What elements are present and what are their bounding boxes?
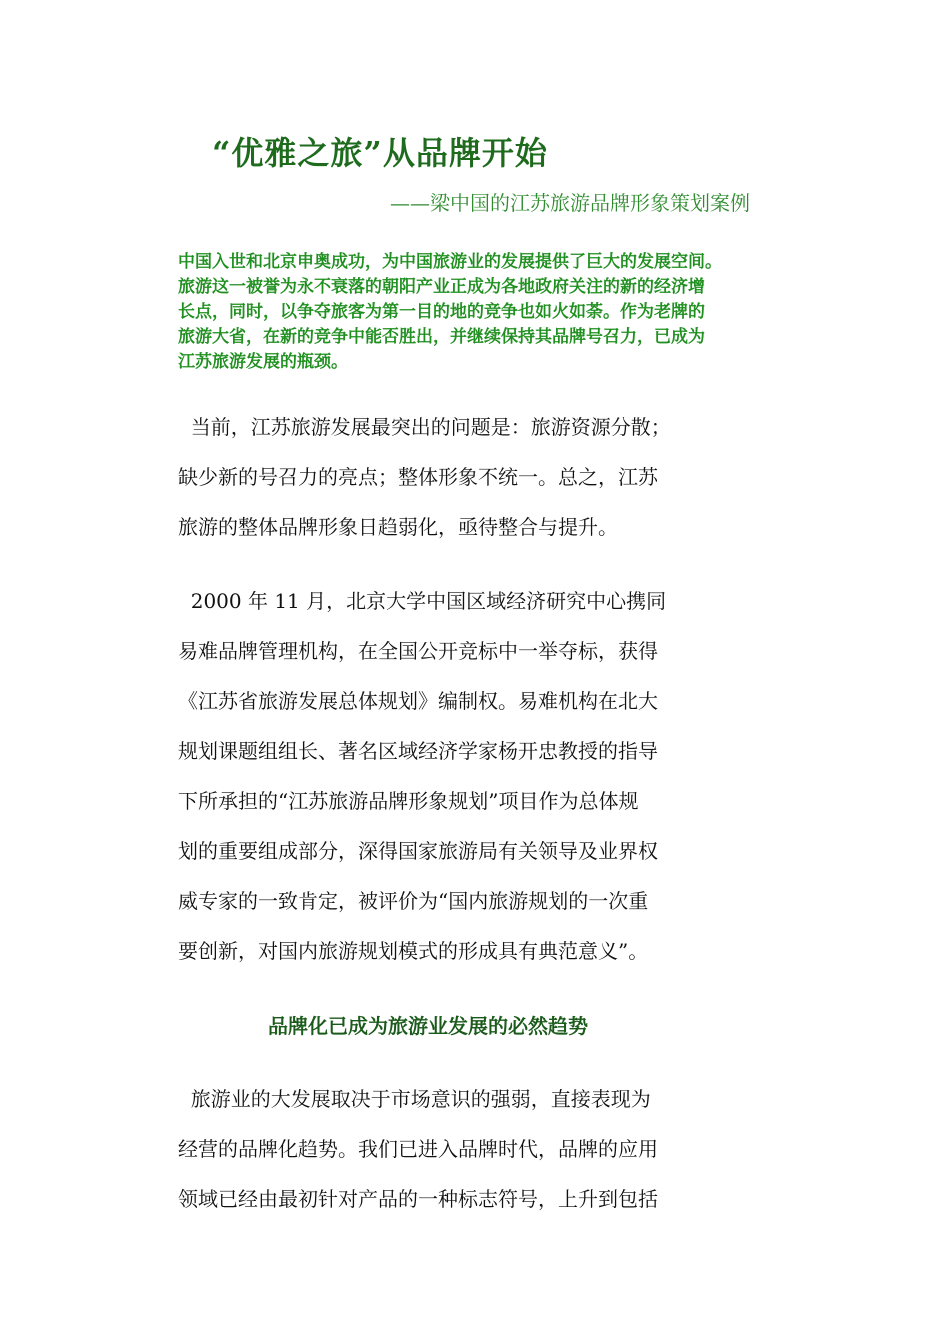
paragraph-line: 领域已经由最初针对产品的一种标志符号，上升到包括 [178, 1187, 658, 1211]
paragraph-line: 缺少新的号召力的亮点；整体形象不统一。总之，江苏 [178, 465, 658, 489]
paragraph-line: 当前，江苏旅游发展最突出的问题是：旅游资源分散； [178, 415, 671, 439]
lead-paragraph [178, 250, 798, 375]
paragraph-line: 旅游的整体品牌形象日趋弱化，亟待整合与提升。 [178, 515, 618, 539]
paragraph-line: 经营的品牌化趋势。我们已进入品牌时代，品牌的应用 [178, 1137, 658, 1161]
paragraph-line: 下所承担的“江苏旅游品牌形象规划”项目作为总体规 [178, 789, 639, 813]
paragraph-line: 旅游业的大发展取决于市场意识的强弱，直接表现为 [178, 1087, 651, 1111]
paragraph-line: 易难品牌管理机构，在全国公开竞标中一举夺标，获得 [178, 639, 658, 663]
lead-line: 旅游大省，在新的竞争中能否胜出，并继续保持其品牌号召力，已成为 [178, 327, 705, 347]
body-paragraph-3 [178, 1074, 738, 1224]
paragraph-line: 威专家的一致肯定，被评价为“国内旅游规划的一次重 [178, 889, 649, 913]
paragraph-line: 2000 年 11 月，北京大学中国区域经济研究中心携同 [178, 589, 667, 613]
document-title: “优雅之旅”从品牌开始 [212, 134, 548, 172]
paragraph-line: 划的重要组成部分，深得国家旅游局有关领导及业界权 [178, 839, 658, 863]
lead-line: 江苏旅游发展的瓶颈。 [178, 352, 348, 372]
body-paragraph-1 [178, 402, 738, 552]
lead-line: 旅游这一被誉为永不衰落的朝阳产业正成为各地政府关注的新的经济增 [178, 277, 705, 297]
lead-line: 长点，同时，以争夺旅客为第一目的地的竞争也如火如荼。作为老牌的 [178, 302, 705, 322]
section-heading: 品牌化已成为旅游业发展的必然趋势 [268, 1014, 588, 1038]
paragraph-line: 《江苏省旅游发展总体规划》编制权。易难机构在北大 [178, 689, 658, 713]
lead-line: 中国入世和北京申奥成功，为中国旅游业的发展提供了巨大的发展空间。 [178, 252, 722, 272]
body-paragraph-2 [178, 576, 738, 976]
document-subtitle: ——梁中国的江苏旅游品牌形象策划案例 [390, 191, 750, 215]
paragraph-line: 要创新，对国内旅游规划模式的形成具有典范意义”。 [178, 939, 649, 963]
paragraph-line: 规划课题组组长、著名区域经济学家杨开忠教授的指导 [178, 739, 658, 763]
